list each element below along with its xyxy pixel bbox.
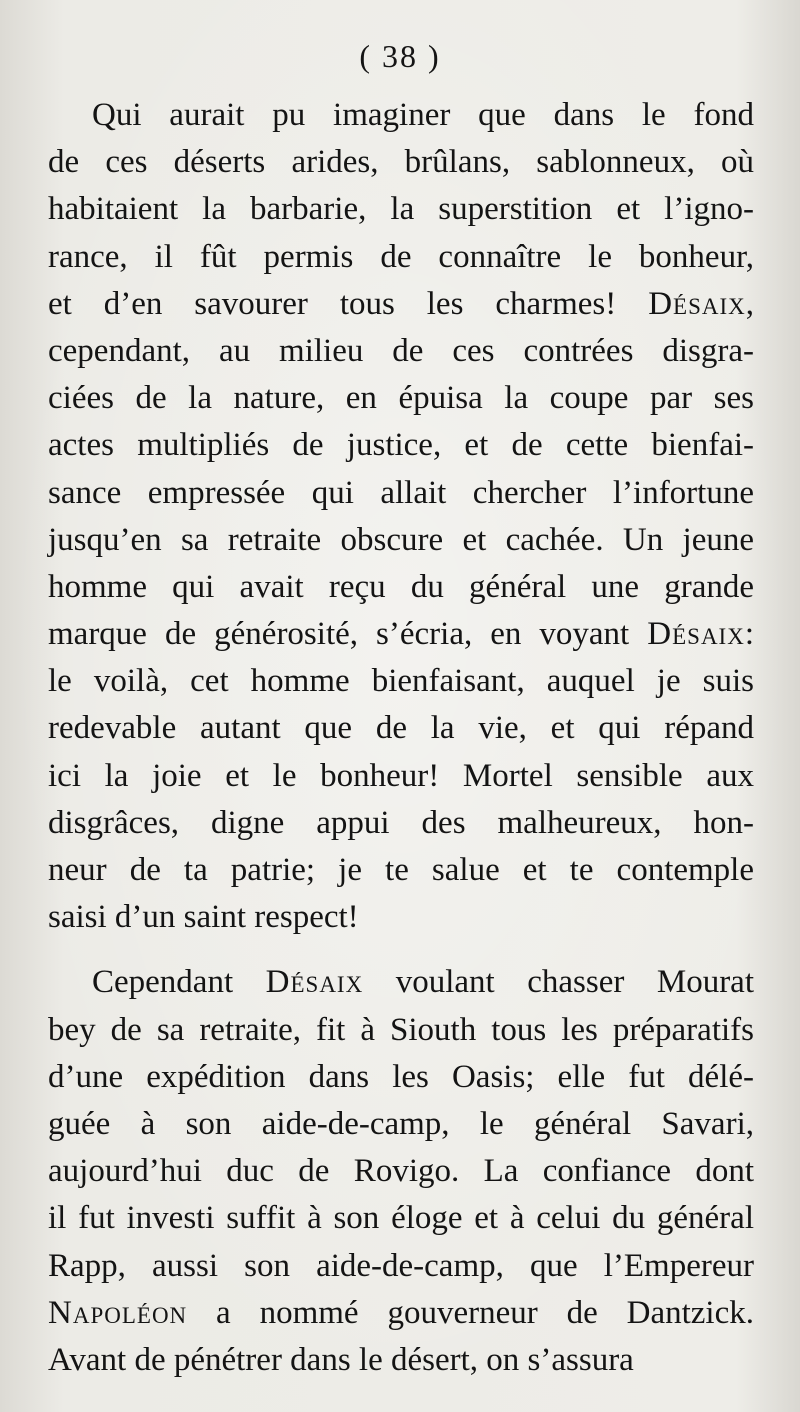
text-segment: bey de sa retraite, fit à Siouth tous les préparatifs [48,1011,754,1048]
text-line [48,470,754,517]
text-segment: Rapp, aussi son aide-de-camp, que l’Empereur [48,1247,754,1284]
text-line [48,1148,754,1195]
text-segment: Cependant [92,964,266,1001]
text-segment: , [745,285,754,322]
text-segment: cependant, au milieu de ces contrées disgra- [48,332,754,369]
text-segment: Avant de pénétrer dans le désert, on s’assura [48,1341,634,1378]
text-line [48,186,754,233]
text-segment: aujourd’hui duc de Rovigo. La confiance dont [48,1153,754,1190]
text-segment: le voilà, cet homme bienfaisant, auquel je suis [48,663,754,700]
text-line [48,959,754,1006]
text-line [48,1007,754,1054]
paragraph-gap [48,941,754,959]
small-caps-name: Désaix [265,964,364,1001]
text-segment: sance empressée qui allait chercher l’infortune [48,474,754,511]
body-text [48,92,754,1384]
text-segment: disgrâces, digne appui des malheureux, hon- [48,804,754,841]
text-line [48,800,754,847]
text-segment: jusqu’en sa retraite obscure et cachée. Un jeune [48,521,754,558]
text-segment: homme qui avait reçu du général une grande [48,568,754,605]
text-segment: de ces déserts arides, brûlans, sablonneux, où [48,144,754,181]
text-line [48,1101,754,1148]
text-segment: ici la joie et le bonheur! Mortel sensible aux [48,757,754,794]
paragraph [48,959,754,1384]
text-line [48,281,754,328]
text-line [48,375,754,422]
text-segment: neur de ta patrie; je te salue et te contemple [48,852,754,888]
text-line [48,1243,754,1290]
small-caps-name: Napoléon [48,1294,188,1331]
text-line [48,1337,754,1384]
text-line [48,564,754,611]
text-segment: actes multipliés de justice, et de cette bienfai- [48,427,754,464]
text-line [48,139,754,186]
text-line [48,1290,754,1337]
text-line [48,92,754,139]
text-segment: d’une expédition dans les Oasis; elle fut délé- [48,1058,754,1095]
text-line [48,753,754,800]
text-segment: et d’en savourer tous les charmes! [48,285,649,322]
text-line [48,1195,754,1242]
text-line [48,234,754,281]
text-segment: redevable autant que de la vie, et qui répand [48,710,754,747]
text-segment: ciées de la nature, en épuisa la coupe par ses [48,380,754,417]
text-line [48,847,754,894]
text-line [48,328,754,375]
text-line [48,658,754,705]
text-segment: habitaient la barbarie, la superstition et l’igno- [48,191,754,228]
text-segment: guée à son aide-de-camp, le général Savari, [48,1105,754,1142]
small-caps-name: Désaix [648,285,746,322]
page-number: ( 38 ) [359,38,441,74]
text-segment: marque de générosité, s’écria, en voyant [48,616,648,653]
text-segment: a nommé gouverneur de Dantzick. [187,1294,754,1331]
text-segment: voulant chasser Mourat [363,964,754,1001]
text-line [48,517,754,564]
text-line [48,1054,754,1101]
text-line [48,422,754,469]
text-segment: Qui aurait pu imaginer que dans le fond [92,97,754,133]
small-caps-name: Désaix [647,616,745,653]
text-segment: : [744,616,754,653]
text-line [48,705,754,752]
text-segment: saisi d’un saint respect! [48,899,359,936]
text-segment: il fut investi suffit à son éloge et à celui du général [48,1200,754,1237]
text-segment: rance, il fût permis de connaître le bonheur, [48,238,754,275]
text-line [48,611,754,658]
paragraph [48,92,754,941]
text-line [48,894,754,941]
